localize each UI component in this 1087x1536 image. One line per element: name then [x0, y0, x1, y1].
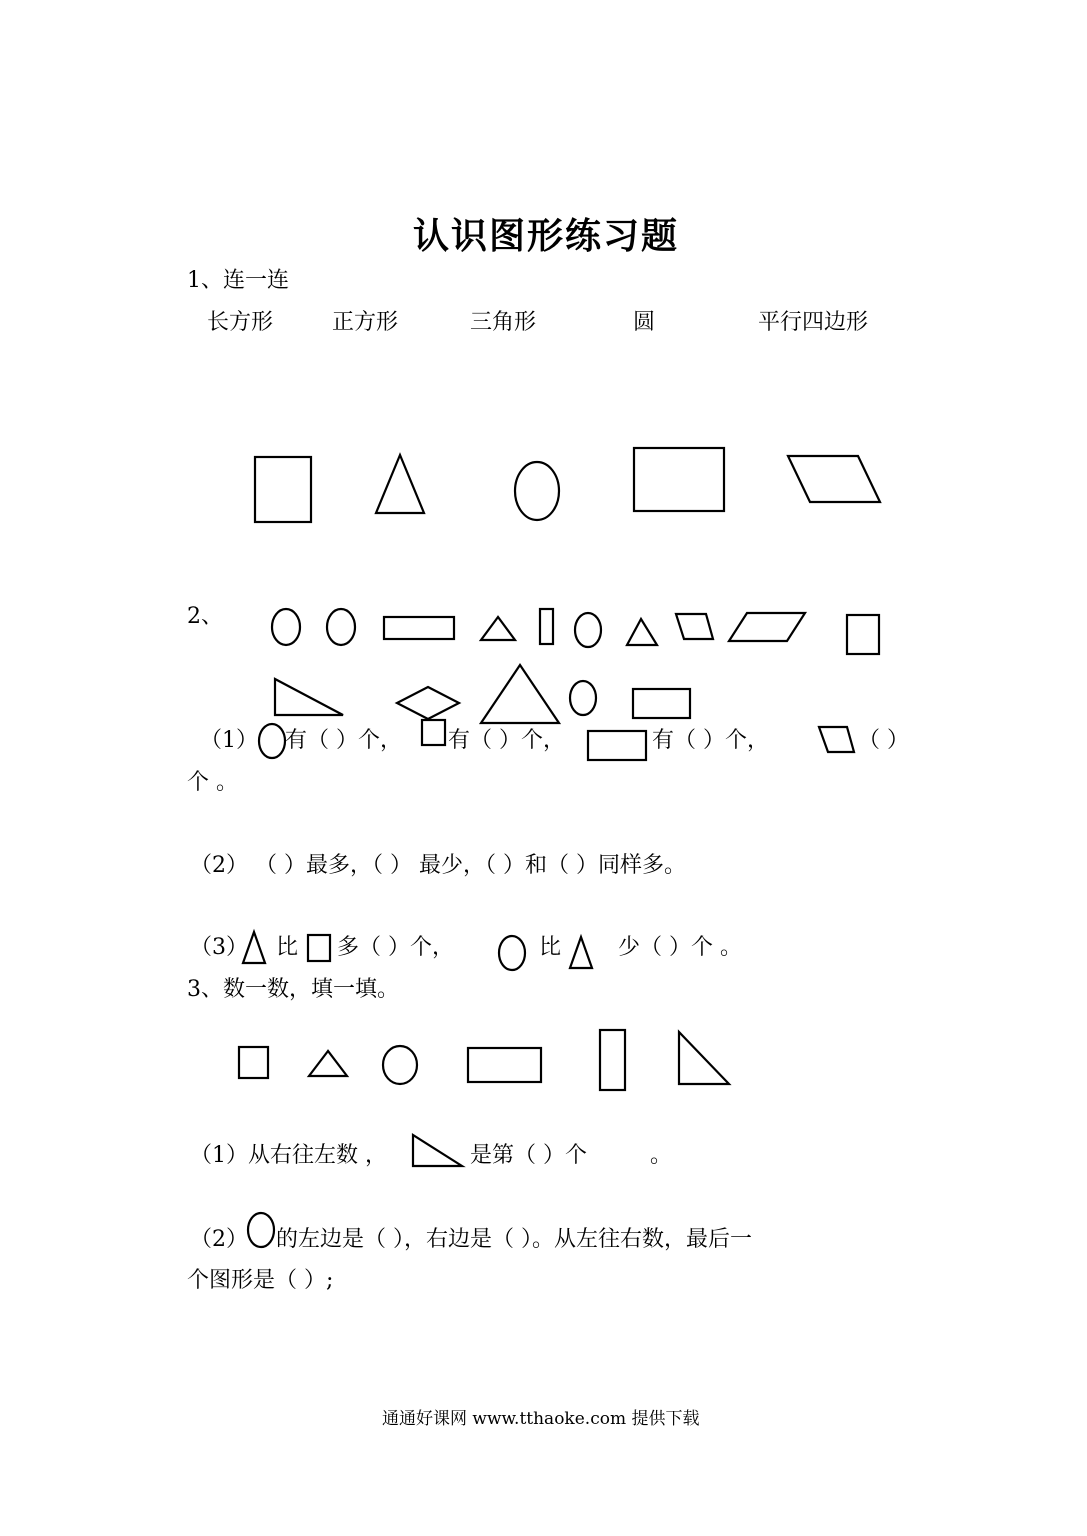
q3-heading: 3、数一数，填一填。 [187, 977, 399, 1002]
q1-rectangle-shape [634, 448, 724, 511]
q3-circle-shape [383, 1046, 417, 1084]
q2-rectangle-shape [384, 617, 454, 639]
q3-rectangle-shape [468, 1048, 541, 1082]
q2-part1-suffix: 个 。 [187, 770, 238, 795]
q1-circle-shape [515, 462, 559, 520]
footer-credit: 通通好课网 www.tthaoke.com 提供下载 [382, 1409, 700, 1429]
q3-part2-last: 个图形是（ ）; [187, 1268, 334, 1293]
q2-part3-bi-2: 比 [539, 935, 562, 960]
q1-label-triangle: 三角形 [470, 310, 537, 335]
q2-part3-more: 多（ ）个， [337, 935, 454, 960]
q3-part1-end: 。 [650, 1143, 673, 1168]
q2-part1-square-count: 有（ ）个， [448, 728, 565, 753]
q2-triangle-shape [481, 617, 515, 640]
q3-part1-prefix: （1）从右往左数 ， [190, 1143, 387, 1168]
q2-rectangle-shape [633, 689, 690, 718]
q3-right-triangle-shape [679, 1032, 729, 1084]
inline-circle-icon [259, 724, 285, 758]
inline-triangle-icon [570, 937, 592, 968]
inline-square-icon [422, 720, 445, 745]
q2-part1-circle-count: 有（ ）个， [285, 728, 402, 753]
q1-heading: 1、连一连 [187, 268, 289, 293]
inline-circle-icon [248, 1213, 274, 1247]
inline-square-icon [308, 935, 330, 961]
q3-part1-position: 是第（ ）个 [470, 1143, 587, 1168]
inline-circle-icon [499, 936, 525, 970]
q2-part2-text: （2） （ ）最多，（ ） 最少，（ ）和（ ）同样多。 [190, 853, 686, 878]
q1-parallelogram-shape [788, 456, 880, 502]
q2-triangle-shape [627, 619, 657, 645]
q3-rectangle-shape [600, 1030, 625, 1090]
q3-square-shape [239, 1047, 268, 1078]
q2-square-shape [847, 615, 879, 654]
q2-part1-rectangle-count: 有（ ）个， [652, 728, 769, 753]
q2-rectangle-shape [540, 609, 553, 644]
q2-part3-prefix: （3） [190, 935, 248, 960]
q2-part1-parallelogram-count: （ ） [858, 728, 909, 753]
q3-part2-prefix: （2） [190, 1227, 248, 1252]
q2-circle-shape [272, 609, 300, 645]
q2-triangle-shape [275, 679, 343, 715]
page-title: 认识图形练习题 [413, 215, 680, 257]
q2-part3-less: 少（ ）个 。 [618, 935, 742, 960]
q3-triangle-shape [309, 1051, 347, 1076]
inline-right-triangle-icon [413, 1135, 462, 1166]
q2-parallelogram-shape [676, 614, 713, 639]
q2-heading: 2、 [187, 604, 223, 629]
q1-triangle-shape [376, 455, 424, 513]
inline-rectangle-icon [588, 731, 646, 760]
q1-label-square: 正方形 [332, 310, 399, 335]
q2-circle-shape [327, 609, 355, 645]
q1-label-parallelogram: 平行四边形 [758, 310, 869, 335]
q2-part1-prefix: （1） [200, 728, 258, 753]
q3-part2-text: 的左边是（ ），右边是（ ）。从左往右数，最后一 [276, 1227, 752, 1252]
q2-triangle-shape [481, 665, 559, 723]
q2-circle-shape [570, 681, 596, 715]
q2-rhombus-shape [397, 687, 459, 719]
q2-parallelogram-shape [729, 613, 805, 641]
q1-label-circle: 圆 [633, 310, 656, 335]
inline-parallelogram-icon [819, 727, 854, 752]
q1-square-shape [255, 457, 311, 522]
q2-circle-shape [575, 613, 601, 647]
q1-label-rectangle: 长方形 [207, 310, 274, 335]
q2-part3-bi-1: 比 [276, 935, 299, 960]
